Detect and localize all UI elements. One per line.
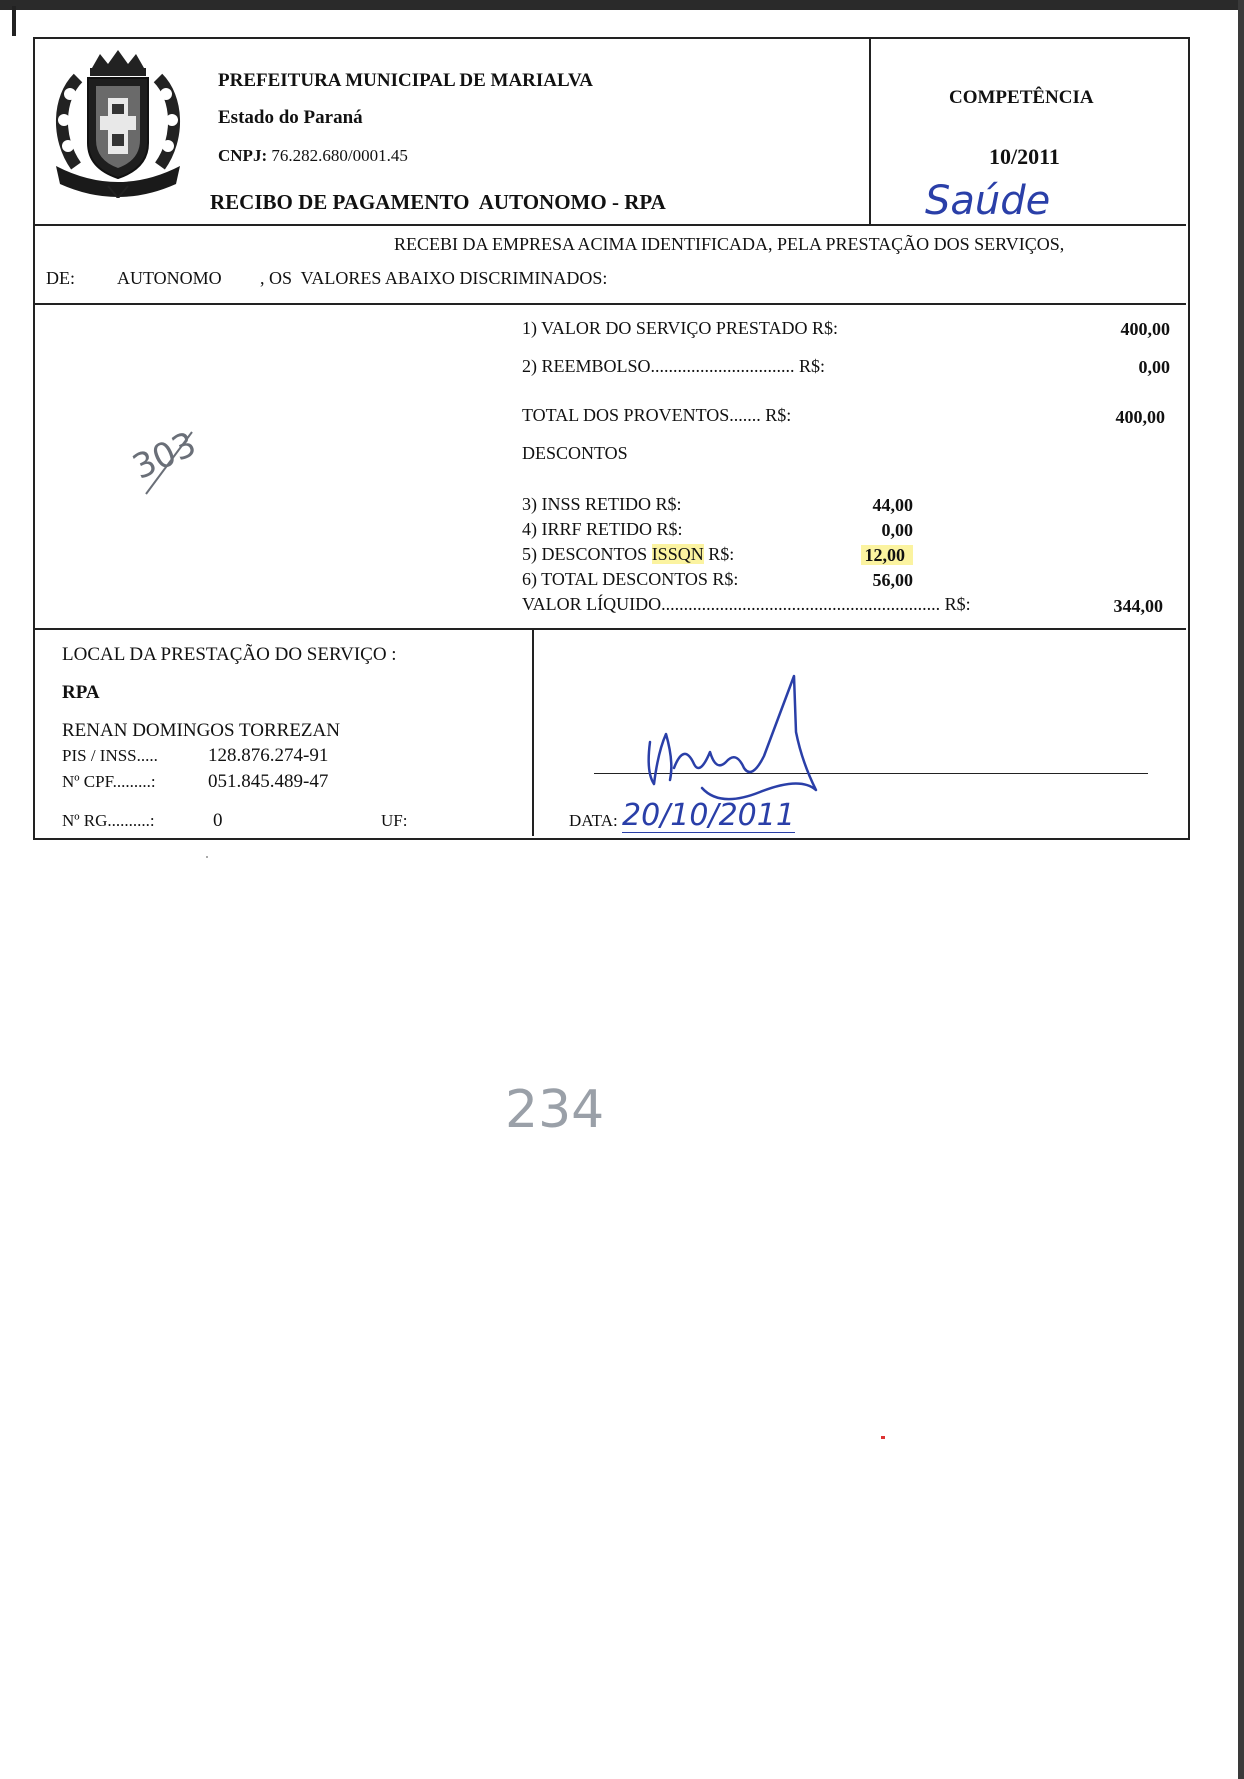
issqn-label-prefix: 5) DESCONTOS [522,544,652,564]
de-value: AUTONOMO [117,268,222,288]
inss-label: 3) INSS RETIDO R$: [522,494,682,514]
header-bottom-rule [33,224,1186,226]
competencia-value: 10/2011 [989,144,1060,169]
de-label: DE: [46,268,75,288]
rg-label: Nº RG..........: [62,811,155,830]
statement-bottom-rule [33,303,1186,305]
cpf-label: Nº CPF.........: [62,772,156,791]
uf-label: UF: [381,811,408,830]
statement-line-1: RECEBI DA EMPRESA ACIMA IDENTIFICADA, PELA PRESTAÇÃO DOS SERVIÇOS, [394,234,1065,254]
inss-value: 44,00 [872,495,913,515]
issqn-label [522,544,734,565]
pis-value: 128.876.274-91 [208,745,329,766]
local-label: LOCAL DA PRESTAÇÃO DO SERVIÇO : [62,644,397,665]
servico-value: 400,00 [1120,319,1170,339]
servico-label: 1) VALOR DO SERVIÇO PRESTADO R$: [522,318,838,338]
footer-divider [532,628,534,836]
municipal-seal-icon [48,48,188,198]
issqn-label-suffix: R$: [703,544,735,564]
data-label: DATA: [569,811,618,830]
margin-stroke-icon [138,428,198,498]
data-value: 20/10/2011 [622,798,795,833]
irrf-label: 4) IRRF RETIDO R$: [522,519,683,539]
scan-speck [206,856,208,858]
scan-edge-right [1238,0,1244,1779]
reembolso-value: 0,00 [1138,357,1170,377]
header-divider [869,37,871,225]
total-descontos-value: 56,00 [872,570,913,590]
municipality-name: PREFEITURA MUNICIPAL DE MARIALVA [218,70,593,91]
margin-note: 303 [126,424,203,488]
statement-line-2: , OS VALORES ABAIXO DISCRIMINADOS: [260,268,608,288]
valor-liquido-value: 344,00 [1113,596,1163,616]
total-descontos-label: 6) TOTAL DESCONTOS R$: [522,569,739,589]
issqn-value-text: 12,00 [861,545,914,565]
values-bottom-rule [33,628,1186,630]
cpf-value: 051.845.489-47 [208,771,329,792]
issqn-value [820,545,913,566]
valor-liquido-label: VALOR LÍQUIDO.............................................................. R$: [522,594,971,614]
handwritten-note: Saúde [925,178,1051,224]
issqn-highlight: ISSQN [651,544,704,564]
pis-label: PIS / INSS..... [62,746,158,765]
cnpj-line [218,146,408,166]
total-proventos-value: 400,00 [1115,407,1165,427]
state-name: Estado do Paraná [218,107,363,128]
total-proventos-label: TOTAL DOS PROVENTOS....... R$: [522,405,792,425]
page-note: 234 [505,1080,605,1140]
document-title: RECIBO DE PAGAMENTO AUTONOMO - RPA [210,190,666,214]
scan-mark [12,6,16,36]
local-value: RPA [62,682,100,703]
rg-value: 0 [213,810,223,831]
scan-speck [881,1436,885,1439]
reembolso-label: 2) REEMBOLSO................................ R$: [522,356,826,376]
cnpj-value: 76.282.680/0001.45 [271,146,408,165]
provider-name: RENAN DOMINGOS TORREZAN [62,720,340,741]
competencia-label: COMPETÊNCIA [949,87,1094,108]
cnpj-label: CNPJ: [218,146,268,165]
descontos-heading: DESCONTOS [522,443,628,463]
irrf-value: 0,00 [881,520,913,540]
scan-edge-top [0,0,1244,10]
